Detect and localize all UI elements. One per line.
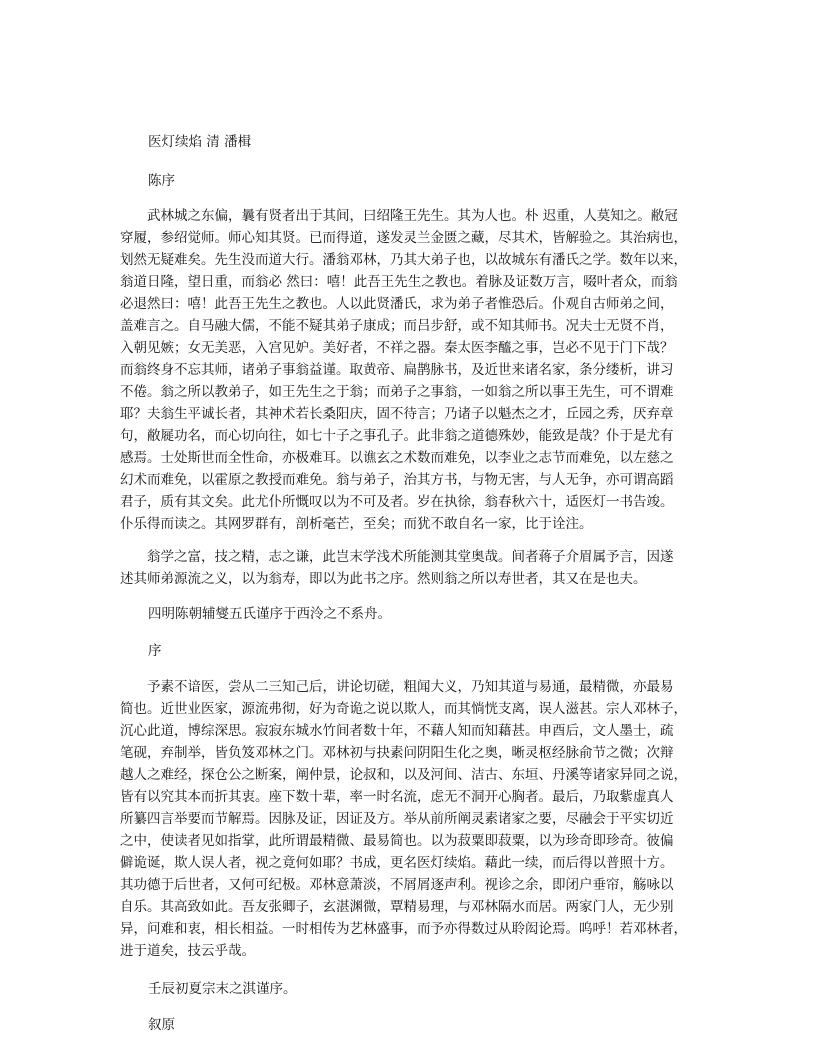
text-line: 翁道日隆，望日重，而翁必 然曰：嘻！此吾王先生之教也。着脉及证数万言，啜叶者众，而翁 (120, 274, 678, 290)
preface-heading: 序 (148, 643, 162, 659)
text-line: 而翁终身不忘其师，诸弟子事翁益谨。取黄帝、扁鹊脉书，及近世来诸名家，条分缕析，讲习 (120, 362, 674, 378)
text-line: 入朝见嫉；女无美恶，入宫见妒。美好者，不祥之器。秦太医李醯之事，岂必不见于门下哉？ (120, 340, 674, 356)
text-line: 其功德于后世者，又何可纪极。邓林意萧淡，不屑屑逐声利。视诊之余，即闭户垂帘，觞咏以 (120, 877, 674, 893)
text-line: 君子，质有其文矣。此尤仆所慨叹以为不可及者。岁在执徐，翁春秋六十，适医灯一书告竣。 (120, 494, 674, 510)
text-line: 自乐。其高致如此。吾友张卿子，玄湛渊微，覃精易理，与邓林隔水而居。两家门人，无少别 (120, 899, 674, 915)
text-line: 简也。近世业医家，源流弗彻，好为奇诡之说以欺人，而其惝恍支离，误人滋甚。宗人邓林子， (120, 701, 687, 717)
text-line: 仆乐得而读之。其网罗群有，剖析毫芒，至矣；而犹不敢自名一家，比于诠注。 (120, 516, 593, 532)
text-line: 之中，使读者见如指掌，此所谓最精微、最易简也。以为菽粟即菽粟，以为珍奇即珍奇。彼偏 (120, 833, 674, 849)
preface-heading: 叙原 (148, 1017, 175, 1033)
text-line: 予素不谙医，尝从二三知己后，讲论切磋，粗闻大义，乃知其道与易通，最精微，亦最易 (120, 679, 674, 695)
text-line: 沉心此道，博综深思。寂寂东城水竹间者数十年，不藉人知而知藉甚。申酉后，文人墨士，疏 (120, 723, 674, 739)
preface-signature: 四明陈朝辅燮五氏谨序于西泠之不系舟。 (148, 606, 391, 622)
text-line: 武林城之东偏，曩有贤者出于其间，曰绍隆王先生。其为人也。朴 迟重，人莫知之。敝冠 (120, 208, 678, 224)
text-line: 穿履，参绍觉师。师心知其贤。已而得道，遂发灵兰金匮之藏，尽其术，皆解验之。其治病也， (120, 230, 687, 246)
text-line: 翁学之富，技之精，志之谦，此岂末学浅术所能测其堂奥哉。间者蒋子介眉属予言，因遂 (120, 549, 674, 565)
text-line: 异，问难和衷，相长相益。一时相传为艺林盛事，而予亦得数过从聆闳论焉。呜呼！若邓林者， (120, 921, 687, 937)
text-line: 进于道矣，技云乎哉。 (120, 943, 255, 959)
text-line: 必退然曰：嘻！此吾王先生之教也。人以此贤潘氏，求为弟子者惟恐后。仆观自古师弟之间， (120, 296, 674, 312)
text-line: 耶？夫翁生平诚长者，其神术若长桑阳庆，固不待言；乃诸子以魁杰之才，丘园之秀，厌弃章 (120, 406, 674, 422)
text-line: 幻术而难免，以霍原之教授而难免。翁与弟子，治其方书，与物无害，与人无争，亦可谓高蹈 (120, 472, 674, 488)
text-line: 所纂四言举要而节解焉。因脉及证，因证及方。举从前所阐灵素诸家之要，尽融会于平实切近 (120, 811, 674, 827)
preface-heading: 陈序 (148, 173, 175, 189)
text-line: 盖难言之。自马融大儒，不能不疑其弟子康成；而吕步舒，或不知其师书。况夫士无贤不肖， (120, 318, 674, 334)
text-line: 句，敝屣功名，而心切向往，如七十子之事孔子。此非翁之道德殊妙，能致是哉？仆于是尤有 (120, 428, 674, 444)
text-line: 不倦。翁之所以教弟子，如王先生之于翁；而弟子之事翁，一如翁之所以事王先生，可不谓难 (120, 384, 674, 400)
text-line: 笔砚，弃制举，皆负笈邓林之门。邓林初与抉素问阴阳生化之奥，晰灵枢经脉俞节之微；次辩 (120, 745, 674, 761)
text-line: 述其师弟源流之义，以为翁寿，即以为此书之序。然则翁之所以寿世者，其又在是也夫。 (120, 571, 647, 587)
text-line: 僻诡诞，欺人误人者，视之竟何如耶？书成，更名医灯续焰。藉此一续，而后得以普照十方。 (120, 855, 674, 871)
document-title: 医灯续焰 清 潘楫 (148, 134, 252, 150)
text-line: 皆有以究其本而折其衷。座下数十辈，率一时名流，虑无不洞开心胸者。最后，乃取紫虚真人 (120, 789, 674, 805)
text-line: 越人之难经，探仓公之断案，阐仲景，论叔和，以及河间、洁古、东垣、丹溪等诸家异同之说， (120, 767, 687, 783)
preface-signature: 壬辰初夏宗末之淇谨序。 (148, 981, 297, 997)
text-line: 感焉。士处斯世而全性命，亦极难耳。以谯玄之术数而难免，以李业之志节而难免，以左慈之 (120, 450, 674, 466)
text-line: 划然无疑难矣。先生没而道大行。潘翁邓林，乃其大弟子也，以故城东有潘氏之学。数年以来， (120, 252, 687, 268)
